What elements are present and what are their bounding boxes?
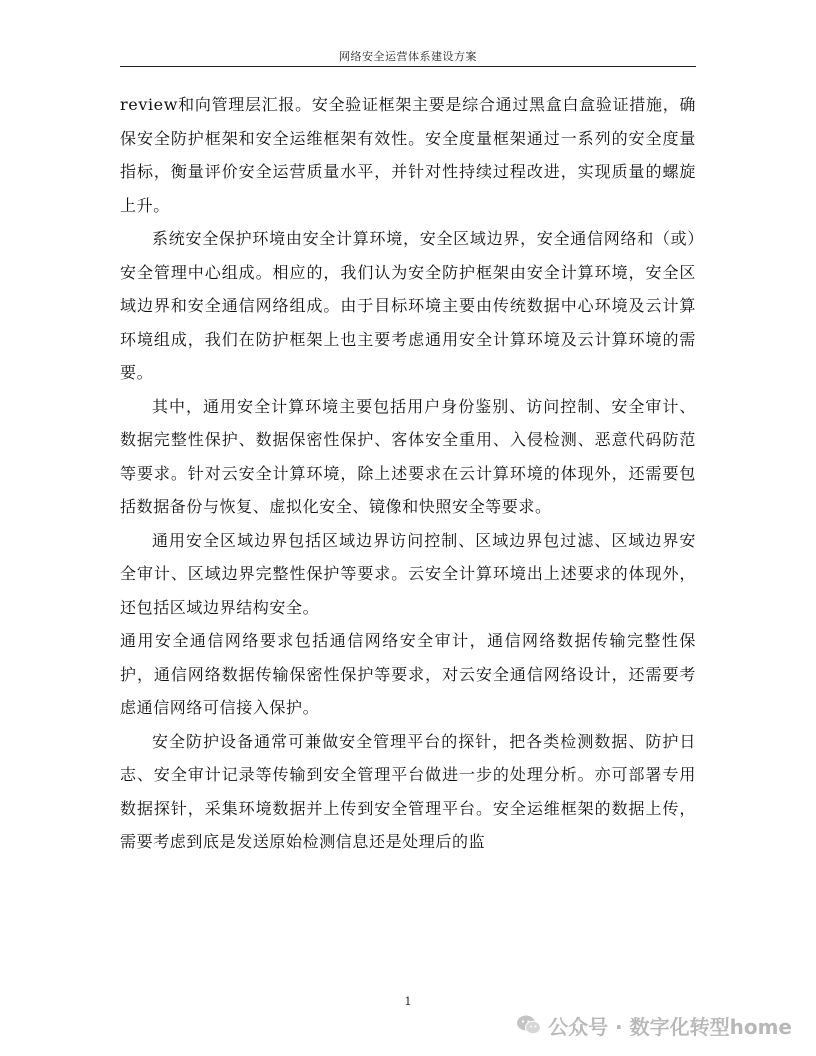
watermark-text: 公众号 · 数字化转型home: [548, 1014, 792, 1039]
document-body: [120, 88, 696, 859]
running-header: 网络安全运营体系建设方案: [339, 50, 477, 63]
paragraph-4: 通用安全区域边界包括区域边界访问控制、区域边界包过滤、区域边界安全审计、区域边界完整性保护等要求。云安全计算环境出上述要求的体现外，还包括区域边界结构安全。: [120, 530, 696, 617]
wechat-icon: [516, 1014, 542, 1036]
paragraph-6: 安全防护设备通常可兼做安全管理平台的探针，把各类检测数据、防护日志、安全审计记录等传输到安全管理平台做进一步的处理分析。亦可部署专用数据探针，采集环境数据并上传到安全管理平台。安全运维框架的数据上传，需要考虑到底是发送原始检测信息还是处理后的监: [120, 731, 696, 851]
watermark: [516, 1012, 792, 1038]
paragraph-3: 其中，通用安全计算环境主要包括用户身份鉴别、访问控制、安全审计、数据完整性保护、数据保密性保护、客体安全重用、入侵检测、恶意代码防范等要求。针对云安全计算环境，除上述要求在云计算环境的体现外，还需要包括数据备份与恢复、虚拟化安全、镜像和快照安全等要求。: [120, 396, 696, 516]
paragraph-2: 系统安全保护环境由安全计算环境，安全区域边界，安全通信网络和（或）安全管理中心组成。相应的，我们认为安全防护框架由安全计算环境，安全区域边界和安全通信网络组成。由于目标环境主要由传统数据中心环境及云计算环境组成，我们在防护框架上也主要考虑通用安全计算环境及云计算环境的需要。: [120, 229, 696, 382]
paragraph-5: 通用安全通信网络要求包括通信网络安全审计，通信网络数据传输完整性保护，通信网络数据传输保密性保护等要求，对云安全通信网络设计，还需要考虑通信网络可信接入保护。: [120, 631, 696, 717]
header-divider: [120, 66, 696, 67]
page-number: 1: [404, 995, 412, 1008]
paragraph-1: review和向管理层汇报。安全验证框架主要是综合通过黑盒白盒验证措施，确保安全防护框架和安全运维框架有效性。安全度量框架通过一系列的安全度量指标，衡量评价安全运营质量水平，并针对性持续过程改进，实现质量的螺旋上升。: [120, 95, 696, 215]
